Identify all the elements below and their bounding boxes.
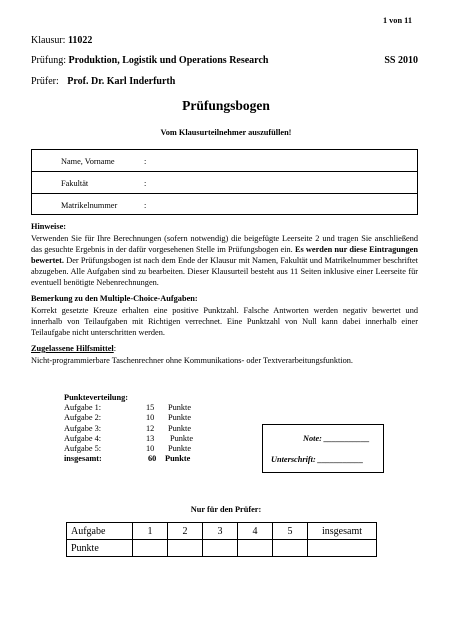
matrikel-field[interactable] bbox=[32, 194, 417, 216]
name-label: Name, Vorname bbox=[61, 157, 115, 166]
page-number: 1 von 11 bbox=[382, 16, 412, 25]
note-line[interactable] bbox=[303, 434, 370, 443]
pruefung-line bbox=[31, 55, 268, 66]
task-name: Aufgabe 4: bbox=[64, 433, 102, 443]
hinweise-text bbox=[31, 233, 418, 288]
hinweise-text-bold: Es werden nur diese Eintragungen bewertet. bbox=[31, 245, 418, 265]
matrikel-label: Matrikelnummer bbox=[61, 201, 118, 210]
examiner-points-row bbox=[67, 540, 377, 557]
mc-heading: Bemerkung zu den Multiple-Choice-Aufgaben: bbox=[31, 294, 198, 303]
student-info-box bbox=[31, 149, 418, 215]
pruefung-label: Prüfung: bbox=[31, 55, 66, 66]
task-points: 12 bbox=[146, 423, 155, 433]
pruefer-line bbox=[31, 76, 175, 87]
table-cell: Aufgabe bbox=[67, 523, 133, 540]
note-blank: ___________ bbox=[323, 434, 370, 443]
task-name: Aufgabe 1: bbox=[64, 403, 102, 413]
points-row bbox=[64, 444, 204, 454]
page-title: Prüfungsbogen bbox=[182, 98, 270, 113]
hinweise-text-a: Verwenden Sie für Ihre Berechnungen (sofern notwendig) die beigefügte Leerseite 2 und tragen Sie anschließend das gesuchte Ergebnis in der dafür vorgesehenen Stelle im Prüfungsbogen ein. bbox=[31, 234, 418, 254]
score-cell[interactable] bbox=[238, 540, 273, 557]
semester: SS 2010 bbox=[384, 55, 418, 66]
total-points: 60 bbox=[148, 454, 157, 464]
table-cell: 2 bbox=[168, 523, 203, 540]
score-cell[interactable] bbox=[308, 540, 377, 557]
task-unit: Punkte bbox=[168, 443, 192, 453]
note-label: Note: bbox=[303, 434, 322, 443]
hilfsmittel-heading-line bbox=[31, 344, 116, 353]
name-colon: : bbox=[144, 157, 147, 166]
score-cell[interactable] bbox=[203, 540, 238, 557]
name-field[interactable] bbox=[32, 150, 417, 172]
task-unit: Punkte bbox=[170, 433, 194, 443]
task-unit: Punkte bbox=[168, 413, 192, 423]
signature-label: Unterschrift: bbox=[271, 455, 316, 464]
fakultaet-colon: : bbox=[144, 179, 147, 188]
hilfsmittel-colon: : bbox=[113, 344, 117, 353]
hinweise-text-b: Der Prüfungsbogen ist nach dem Ende der Klausur mit Namen, Fakultät und Matrikelnummer beschriftet abzugeben. Alle Aufgaben sind zu bearbeiten. Dieser Klausurteil besteht aus 11 Seiten inklusive einer Leerseite für eventuell benötigte Nebenrechnungen. bbox=[31, 256, 418, 287]
hilfsmittel-text: Nicht-programmierbare Taschenrechner ohne Kommunikations- oder Textverarbeitungsfunktion. bbox=[31, 356, 354, 365]
fakultaet-field[interactable] bbox=[32, 172, 417, 194]
score-cell[interactable] bbox=[133, 540, 168, 557]
punkteverteilung bbox=[64, 393, 204, 464]
total-label: insgesamt: bbox=[64, 454, 102, 464]
klausur-line bbox=[31, 35, 92, 46]
punkteverteilung-heading: Punkteverteilung: bbox=[64, 393, 129, 402]
fakultaet-label: Fakultät bbox=[61, 179, 89, 188]
points-row bbox=[64, 413, 204, 423]
klausur-label: Klausur: bbox=[31, 35, 66, 46]
mc-text: Korrekt gesetzte Kreuze erhalten eine positive Punktzahl. Falsche Antworten werden negativ bewertet und innerhalb von Teilaufgaben mit Richtigen verrechnet. Eine Punktzahl von Null kann dabei innerhalb einer Teilaufgabe nicht unterschritten werden. bbox=[31, 306, 418, 337]
table-cell: 1 bbox=[133, 523, 168, 540]
pruefer-label: Prüfer: bbox=[31, 76, 59, 87]
pruefer-name: Prof. Dr. Karl Inderfurth bbox=[67, 76, 176, 87]
task-points: 10 bbox=[146, 413, 155, 423]
table-cell: Punkte bbox=[67, 540, 133, 557]
signature-line[interactable] bbox=[271, 455, 363, 464]
table-cell: 3 bbox=[203, 523, 238, 540]
points-row bbox=[64, 434, 204, 444]
task-name: Aufgabe 3: bbox=[64, 423, 102, 433]
examiner-heading: Nur für den Prüfer: bbox=[190, 505, 262, 514]
hinweise-heading: Hinweise: bbox=[31, 222, 67, 231]
examiner-header-row bbox=[67, 523, 377, 540]
matrikel-colon: : bbox=[144, 201, 147, 210]
task-unit: Punkte bbox=[168, 403, 192, 413]
points-row bbox=[64, 424, 204, 434]
page-subtitle: Vom Klausurteilnehmer auszufüllen! bbox=[160, 128, 292, 137]
signature-blank: ___________ bbox=[317, 455, 364, 464]
pruefung-subject: Produktion, Logistik und Operations Research bbox=[68, 55, 269, 66]
total-unit: Punkte bbox=[165, 454, 191, 464]
examiner-table bbox=[66, 522, 377, 557]
grade-box bbox=[262, 424, 384, 473]
task-name: Aufgabe 2: bbox=[64, 413, 102, 423]
score-cell[interactable] bbox=[168, 540, 203, 557]
task-name: Aufgabe 5: bbox=[64, 443, 102, 453]
score-cell[interactable] bbox=[273, 540, 308, 557]
table-cell: insgesamt bbox=[308, 523, 377, 540]
task-unit: Punkte bbox=[168, 423, 192, 433]
task-points: 10 bbox=[146, 443, 155, 453]
table-cell: 4 bbox=[238, 523, 273, 540]
hilfsmittel-heading: Zugelassene Hilfsmittel bbox=[31, 344, 114, 353]
table-cell: 5 bbox=[273, 523, 308, 540]
task-points: 15 bbox=[146, 403, 155, 413]
points-total-row bbox=[64, 454, 196, 464]
task-points: 13 bbox=[146, 433, 155, 443]
klausur-number: 11022 bbox=[67, 35, 93, 46]
points-row bbox=[64, 403, 204, 413]
